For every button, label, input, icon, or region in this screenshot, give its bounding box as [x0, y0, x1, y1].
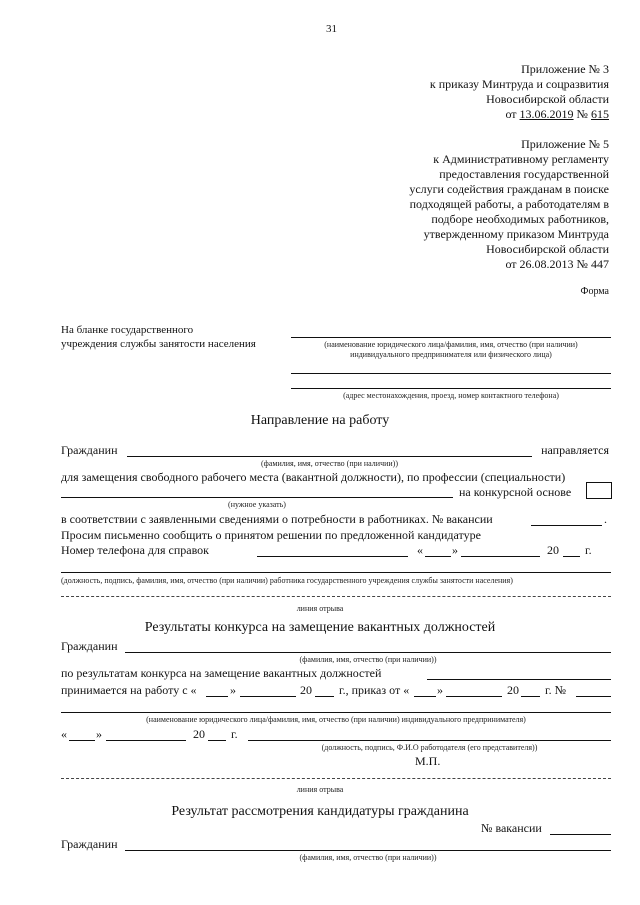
cut-line-label: линия отрыва [296, 604, 344, 613]
employer-org-caption: (наименование юридического лица/фамилия, имя, отчество (при наличии) индивидуального предпринимателя) [146, 715, 526, 724]
citizen-fio-field[interactable] [125, 652, 611, 653]
sign-year-suffix: г. [231, 727, 238, 741]
specify-caption: (нужное указать) [228, 500, 286, 509]
citizen-label: Гражданин [61, 639, 118, 653]
hire-day-field[interactable] [206, 696, 228, 697]
competitive-label: на конкурсной основе [459, 485, 572, 499]
org-name-field[interactable] [291, 337, 611, 338]
order-year-prefix: 20 [507, 683, 519, 697]
caption-line: (наименование юридического лица/фамилия, имя, отчество (при наличии) [324, 340, 578, 349]
fio-caption: (фамилия, имя, отчество (при наличии)) [299, 655, 437, 664]
appendix-5-header [409, 137, 609, 272]
appendix-5-line: услуги содействия гражданам в поиске [409, 182, 609, 196]
results-field[interactable] [427, 679, 611, 680]
appendix-3-line: Новосибирской области [486, 92, 609, 106]
appendix-5-line: предоставления государственной [439, 167, 609, 181]
appendix-5-line: Приложение № 5 [521, 137, 609, 151]
blank-label [61, 323, 256, 351]
appendix-3-number: 615 [591, 107, 609, 121]
position-text: для замещения свободного рабочего места (вакантной должности), по профессии (специальности) [61, 470, 566, 484]
date-open-quote: « [417, 543, 423, 557]
citizen-fio-field[interactable] [125, 850, 611, 851]
sign-day-field[interactable] [69, 740, 95, 741]
vacancy-number-field[interactable] [550, 834, 611, 835]
day-field[interactable] [425, 556, 451, 557]
blank-label-line: На бланке государственного [61, 324, 194, 336]
signature-field[interactable] [61, 572, 611, 573]
appendix-3-date-line [430, 107, 609, 122]
vacancy-number-label: № вакансии [481, 821, 542, 835]
cut-line-1 [61, 596, 611, 597]
appendix-5-line: Новосибирской области [486, 242, 609, 256]
directed-label: направляется [541, 443, 609, 457]
employer-signature-field[interactable] [248, 740, 611, 741]
year-suffix: г. [585, 543, 592, 557]
order-month-field[interactable] [446, 696, 502, 697]
fio-caption: (фамилия, имя, отчество (при наличии)) [261, 459, 398, 468]
stamp-label: М.П. [415, 754, 441, 768]
page-number: 31 [326, 23, 337, 35]
hire-year-field[interactable] [315, 696, 334, 697]
order-number-label: г. № [545, 683, 567, 697]
appendix-5-line: утвержденному приказом Минтруда [423, 227, 609, 241]
vacancy-text: в соответствии с заявленными сведениями о потребности в работниках. № вакансии [61, 512, 493, 526]
org-extra-field[interactable] [291, 373, 611, 374]
section2-title: Результаты конкурса на замещение вакантных должностей [144, 620, 496, 635]
address-field[interactable] [291, 388, 611, 389]
citizen-fio-field[interactable] [127, 456, 532, 457]
date-open-quote: « [61, 727, 67, 741]
sign-year-field[interactable] [208, 740, 226, 741]
quote-close: » [230, 683, 236, 697]
phone-field[interactable] [257, 556, 408, 557]
appendix-3-header [430, 62, 609, 122]
quote-close: » [437, 683, 443, 697]
hire-year-prefix: 20 [300, 683, 312, 697]
hired-label: принимается на работу с « [61, 683, 197, 697]
appendix-5-line: от 26.08.2013 № 447 [505, 257, 609, 271]
section3-title: Результат рассмотрения кандидатуры гражданина [171, 804, 469, 819]
citizen-label: Гражданин [61, 443, 118, 457]
vacancy-number-field[interactable] [531, 525, 602, 526]
order-label: г., приказ от « [339, 683, 410, 697]
appendix-5-line: к Административному регламенту [433, 152, 609, 166]
quote-close: » [96, 727, 102, 741]
appendix-5-line: подборе необходимых работников, [431, 212, 609, 226]
profession-field[interactable] [61, 497, 453, 498]
cut-line-label: линия отрыва [296, 785, 344, 794]
org-name-caption [291, 340, 611, 360]
employer-org-field[interactable] [61, 712, 611, 713]
caption-line: индивидуального предпринимателя или физического лица) [350, 350, 552, 359]
appendix-5-line: подходящей работы, а работодателям в [409, 197, 609, 211]
vacancy-dot: . [604, 512, 607, 526]
employer-signature-caption: (должность, подпись, Ф.И.О работодателя (его представителя)) [321, 743, 538, 752]
month-field[interactable] [461, 556, 540, 557]
form-label: Форма [580, 286, 609, 297]
hire-month-field[interactable] [240, 696, 296, 697]
request-text: Просим письменно сообщить о принятом решении по предложенной кандидатуре [61, 528, 481, 542]
date-close-quote: » [452, 543, 458, 557]
order-day-field[interactable] [414, 696, 436, 697]
order-number-field[interactable] [576, 696, 611, 697]
appendix-3-date: 13.06.2019 [519, 107, 574, 121]
appendix-3-line: Приложение № 3 [521, 62, 609, 76]
date-prefix: от [505, 107, 520, 121]
sign-year-prefix: 20 [193, 727, 205, 741]
address-caption: (адрес местонахождения, проезд, номер контактного телефона) [343, 391, 559, 400]
results-text: по результатам конкурса на замещение вакантных должностей [61, 666, 382, 680]
blank-label-line: учреждения службы занятости населения [61, 338, 256, 350]
fio-caption: (фамилия, имя, отчество (при наличии)) [299, 853, 437, 862]
num-prefix: № [573, 107, 591, 121]
competitive-checkbox[interactable] [586, 482, 612, 499]
sign-month-field[interactable] [106, 740, 186, 741]
cut-line-2 [61, 778, 611, 779]
year-field[interactable] [563, 556, 580, 557]
phone-label: Номер телефона для справок [61, 543, 210, 557]
appendix-3-line: к приказу Минтруда и соцразвития [429, 77, 609, 91]
signature-caption: (должность, подпись, фамилия, имя, отчество (при наличии) работника государственного учреждения службы занятости населения) [61, 576, 513, 585]
year-prefix: 20 [547, 543, 559, 557]
citizen-label: Гражданин [61, 837, 118, 851]
section1-title: Направление на работу [250, 413, 390, 428]
order-year-field[interactable] [521, 696, 540, 697]
